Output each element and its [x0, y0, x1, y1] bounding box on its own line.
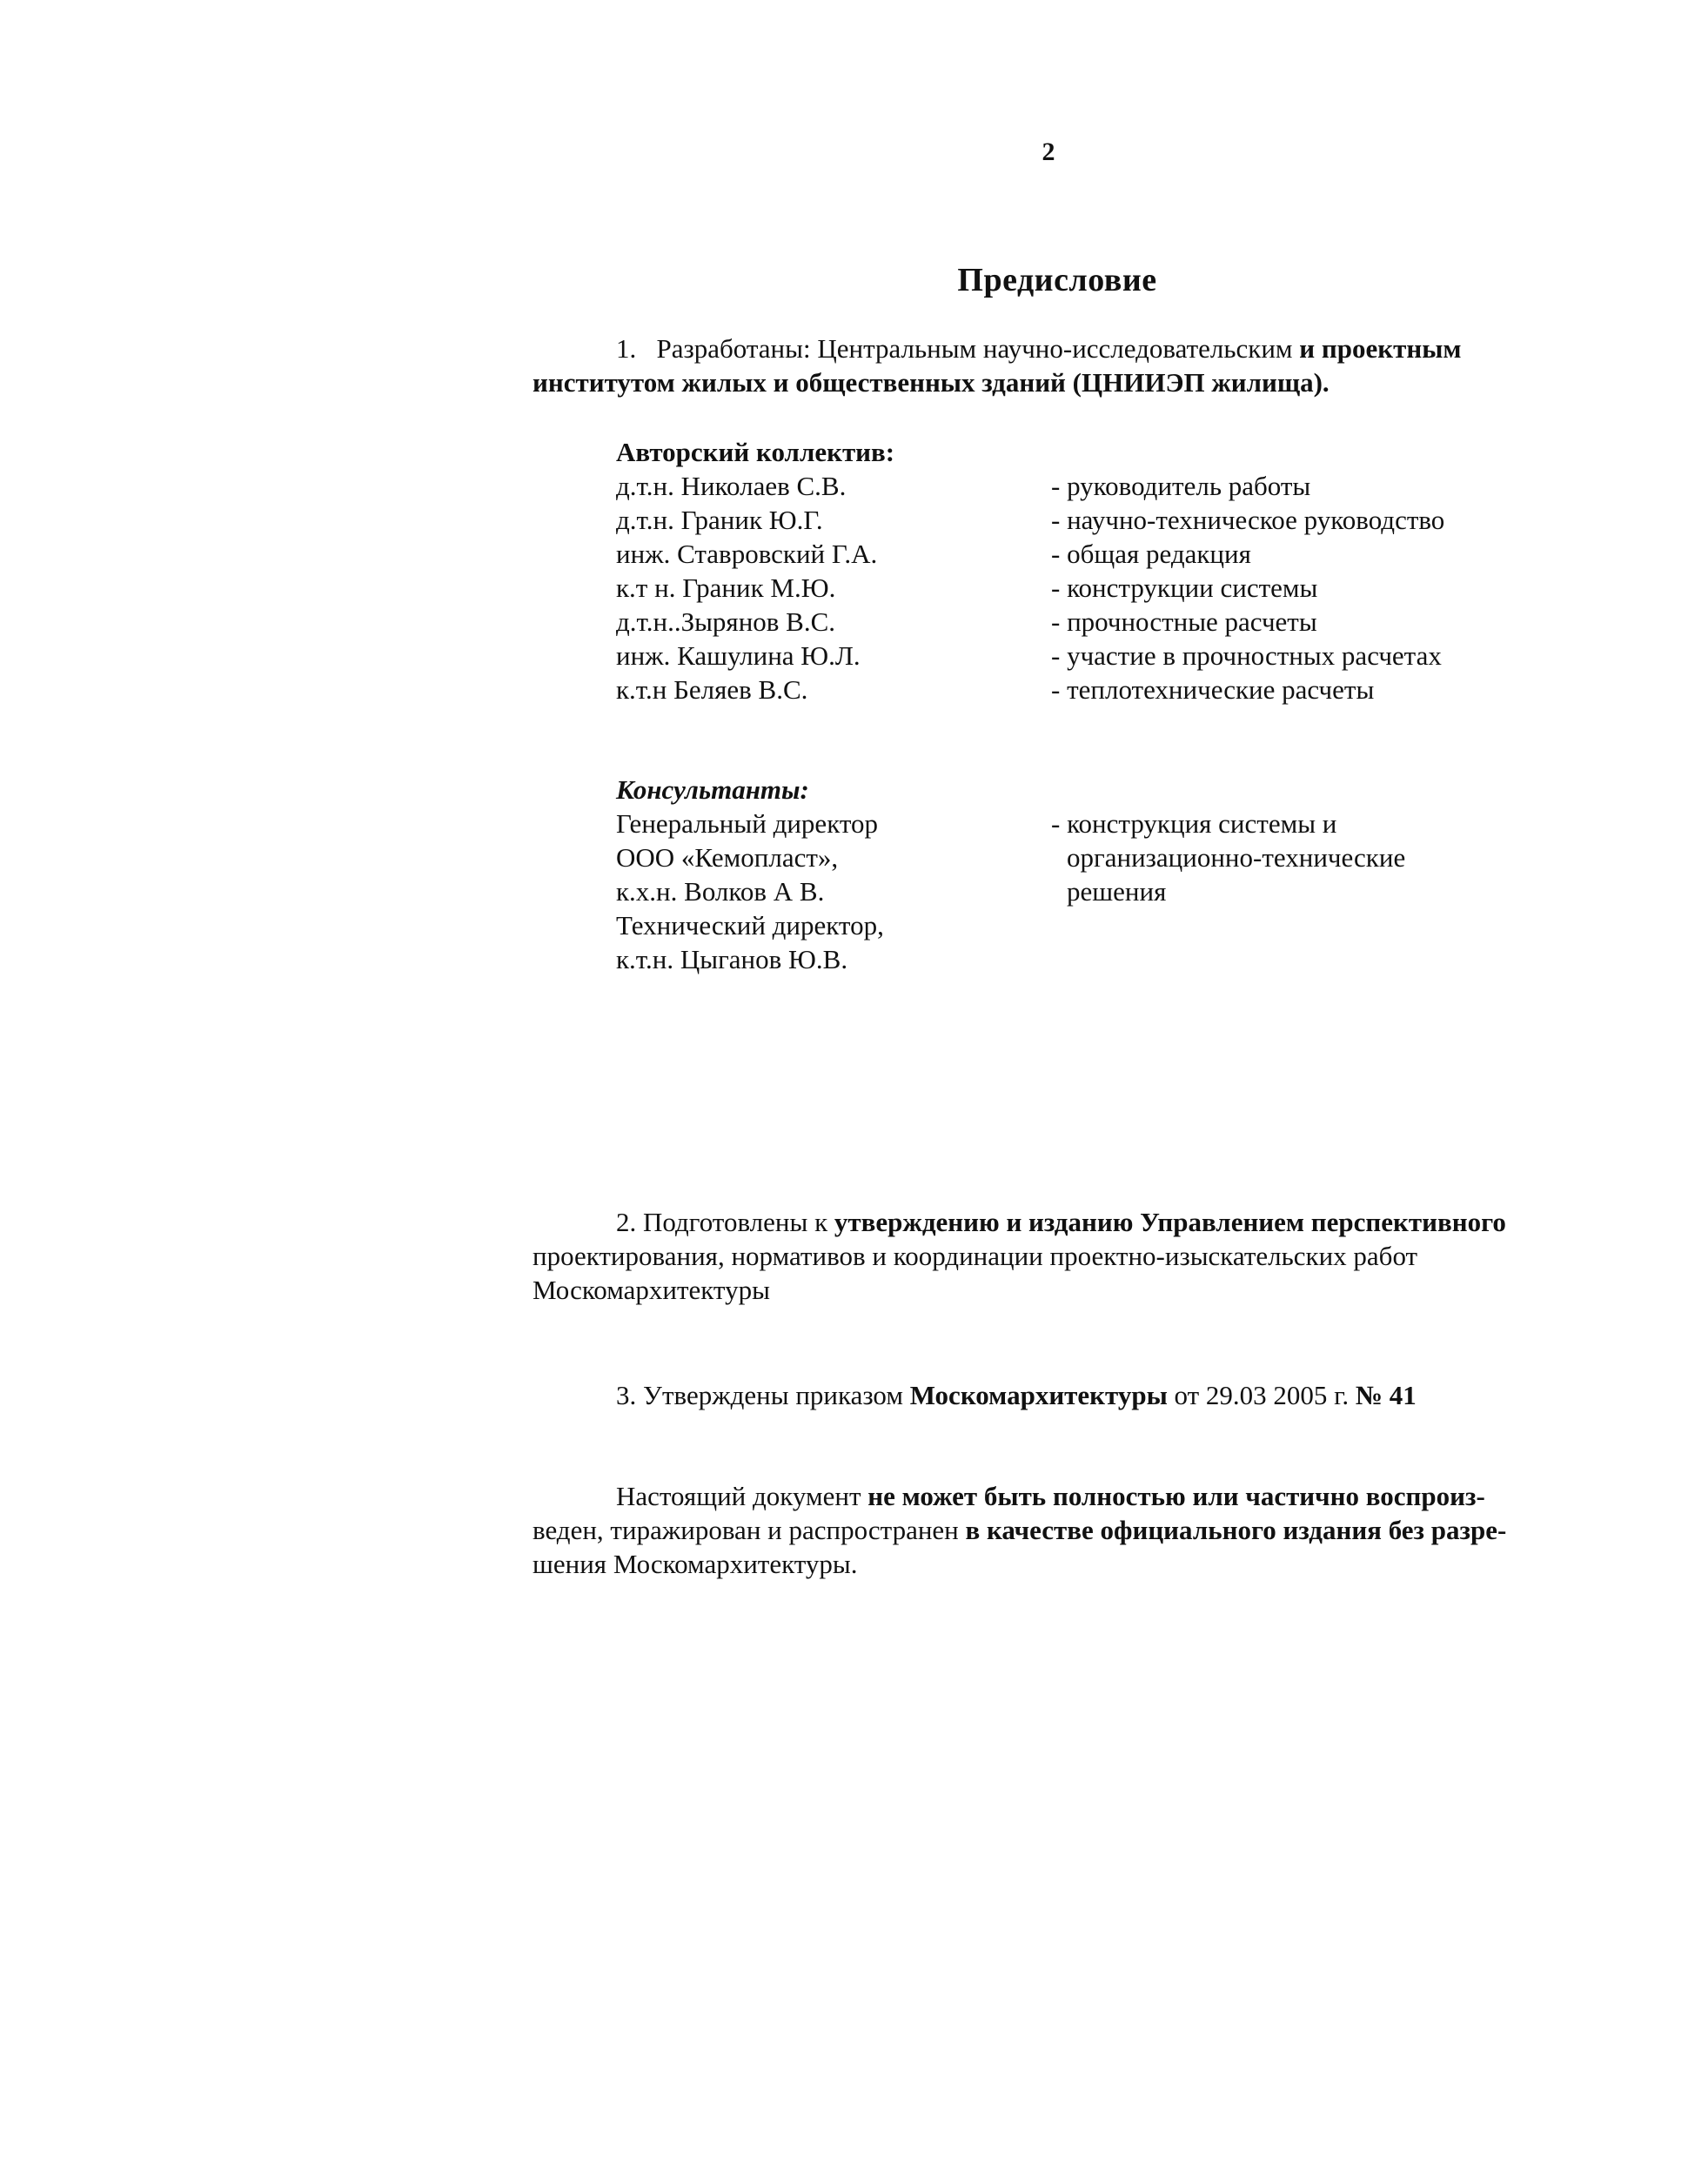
author-role: - конструкции системы	[1051, 572, 1318, 603]
author-name: инж. Кашулина Ю.Л.	[616, 640, 861, 671]
page-title: Предисловие	[957, 262, 1157, 298]
consultants-heading: Консультанты:	[616, 774, 809, 805]
paragraph-copyright-notice	[532, 1479, 1570, 1581]
consultant-role-line: решения	[1067, 876, 1167, 907]
paragraph-text: Разработаны: Центральным научно-исследовательским	[656, 333, 1293, 364]
consultant-line: к.х.н. Волков А В.	[616, 876, 825, 907]
author-role: - научно-техническое руководство	[1051, 505, 1445, 535]
paragraph-text: проектирования, нормативов и координации проектно-изыскательских работ	[532, 1241, 1418, 1271]
author-row	[616, 605, 1573, 639]
author-role: - прочностные расчеты	[1051, 606, 1317, 637]
author-row	[616, 503, 1573, 537]
author-role: - руководитель работы	[1051, 471, 1311, 501]
consultants-names	[616, 807, 1051, 976]
consultant-role-line: организационно-технические	[1067, 842, 1406, 873]
consultants-role	[1051, 807, 1573, 976]
author-role: - общая редакция	[1051, 539, 1251, 569]
paragraph-text: веден, тиражирован и распространен	[532, 1515, 959, 1545]
paragraph-approved-by	[532, 1378, 1570, 1412]
consultant-line: Технический директор,	[616, 910, 884, 941]
consultants-list	[616, 807, 1573, 976]
paragraph-developed-by	[532, 331, 1570, 399]
page-number: 2	[1042, 137, 1055, 166]
paragraph-text: 3. Утверждены приказом	[616, 1380, 903, 1410]
author-name: к.т н. Граник М.Ю.	[616, 572, 836, 603]
consultant-line: Генеральный директор	[616, 808, 878, 839]
paragraph-text: 2. Подготовлены к	[616, 1207, 828, 1237]
paragraph-text-bold: и проектным	[1299, 333, 1462, 364]
paragraph-prepared-by	[532, 1205, 1570, 1307]
author-role: - теплотехнические расчеты	[1051, 674, 1375, 705]
author-name: к.т.н Беляев В.С.	[616, 674, 808, 705]
author-row	[616, 537, 1573, 571]
authors-heading: Авторский коллектив:	[616, 437, 895, 467]
author-name: инж. Ставровский Г.А.	[616, 539, 878, 569]
author-row	[616, 571, 1573, 605]
author-row	[616, 469, 1573, 503]
paragraph-text-bold: утверждению и изданию Управлением перспективного	[834, 1207, 1506, 1237]
paragraph-text-bold: № 41	[1355, 1380, 1417, 1410]
paragraph-text: Настоящий документ	[616, 1481, 861, 1511]
author-name: д.т.н..Зырянов В.С.	[616, 606, 836, 637]
consultant-role-line: - конструкция системы и	[1051, 808, 1337, 839]
author-row	[616, 673, 1573, 706]
author-name: д.т.н. Николаев С.В.	[616, 471, 847, 501]
paragraph-text-bold: Москомархитектуры	[909, 1380, 1168, 1410]
author-row	[616, 639, 1573, 673]
paragraph-text: Москомархитектуры	[532, 1275, 770, 1305]
paragraph-text: шения Москомархитектуры.	[532, 1549, 858, 1579]
paragraph-text-bold: не может быть полностью или частично воспроиз-	[867, 1481, 1485, 1511]
paragraph-text-bold: в качестве официального издания без разре-	[965, 1515, 1507, 1545]
authors-list	[616, 469, 1573, 706]
paragraph-number: 1.	[616, 333, 637, 364]
consultant-line: к.т.н. Цыганов Ю.В.	[616, 944, 848, 974]
paragraph-text: от 29.03 2005 г.	[1174, 1380, 1350, 1410]
consultant-line: ООО «Кемопласт»,	[616, 842, 839, 873]
author-name: д.т.н. Граник Ю.Г.	[616, 505, 823, 535]
paragraph-text-bold: институтом жилых и общественных зданий (ЦНИИЭП жилища).	[532, 367, 1330, 398]
author-role: - участие в прочностных расчетах	[1051, 640, 1442, 671]
